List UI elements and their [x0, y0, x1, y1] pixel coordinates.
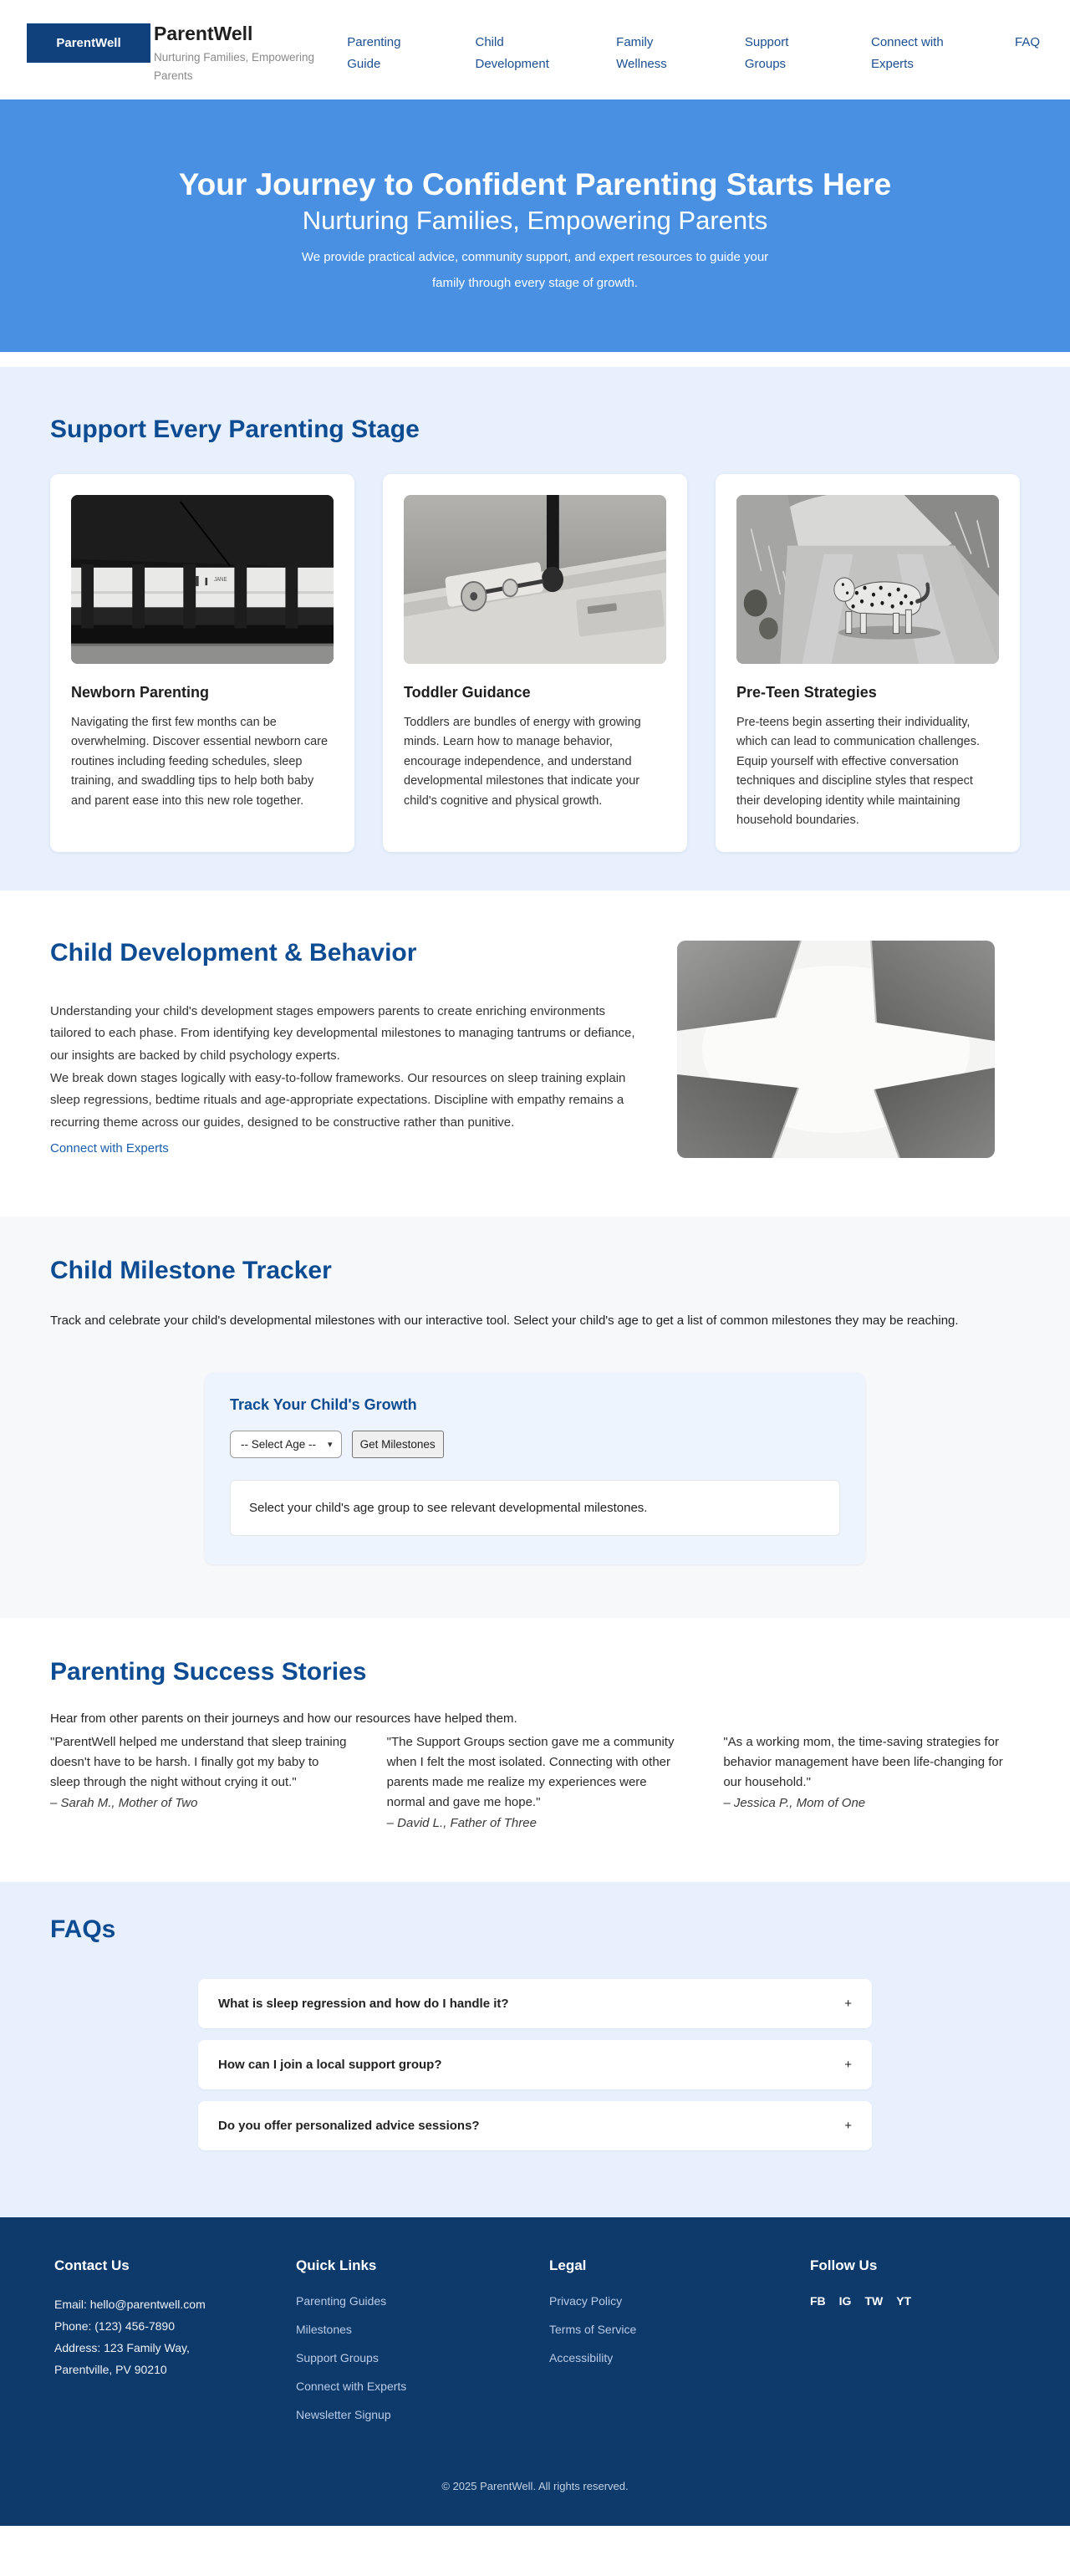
footer-quick-links [296, 2257, 549, 2436]
stories-intro: Hear from other parents on their journeys and how our resources have helped them. [50, 1711, 517, 1726]
footer [0, 2217, 1070, 2526]
stories-section [0, 1618, 1070, 1882]
stage-card-toddler [383, 474, 687, 852]
instagram-link[interactable]: IG [838, 2293, 852, 2308]
card-title: Pre-Teen Strategies [736, 683, 877, 701]
facebook-link[interactable]: FB [810, 2293, 826, 2308]
svg-text:JANE: JANE [213, 576, 227, 583]
footer-social-heading: Follow Us [810, 2257, 878, 2273]
footer-link-milestones[interactable]: Milestones [296, 2322, 352, 2336]
nav-link-support-groups[interactable]: Support Groups [744, 35, 789, 71]
development-section [0, 890, 1070, 1217]
testimonial-david [387, 1732, 684, 1830]
faqs-section [0, 1882, 1070, 2217]
contact-address: Address: 123 Family Way, Parentville, PV 90210 [54, 2340, 190, 2376]
footer-link-terms[interactable]: Terms of Service [549, 2322, 637, 2336]
youtube-link[interactable]: YT [896, 2293, 912, 2308]
brand-tagline: Nurturing Families, Empowering Parents [154, 51, 315, 82]
card-text: Navigating the first few months can be overwhelming. Discover essential newborn care routines including feeding schedules, sleep training, and swaddling tips to help both baby and parent ease into this new role together. [71, 715, 329, 808]
header [0, 0, 1070, 99]
faq-question: Do you offer personalized advice sessions? [218, 2118, 480, 2133]
plus-icon: + [844, 2118, 852, 2133]
footer-quick-heading: Quick Links [296, 2257, 377, 2273]
nav-link-faq[interactable]: FAQ [1014, 35, 1040, 49]
newborn-image [71, 495, 334, 664]
testimonial-quote: "As a working mom, the time-saving strategies for behavior management have been life-changing for our household." [723, 1734, 1003, 1789]
hero-subtitle: Nurturing Families, Empowering Parents [302, 206, 768, 236]
nav-link-parenting-guide[interactable]: Parenting Guide [347, 35, 401, 71]
twitter-link[interactable]: TW [864, 2293, 884, 2308]
milestones-section [0, 1217, 1070, 1618]
card-text: Toddlers are bundles of energy with growing minds. Learn how to manage behavior, encourage independence, and understand developmental milestones that indicate your child's cognitive and physical growth. [404, 715, 641, 808]
footer-contact [54, 2257, 296, 2436]
card-text: Pre-teens begin asserting their individuality, which can lead to communication challenges. Equip yourself with effective conversation techniques and discipline styles that respect their developing identity while maintaining household boundaries. [736, 715, 980, 828]
tracker-card [205, 1373, 865, 1564]
development-image [677, 941, 995, 1158]
nav-link-child-development[interactable]: Child Development [475, 35, 549, 71]
connect-experts-link[interactable]: Connect with Experts [50, 1140, 169, 1155]
footer-link-support-groups[interactable]: Support Groups [296, 2350, 379, 2364]
hero [0, 99, 1070, 351]
footer-legal [549, 2257, 810, 2436]
tracker-title: Track Your Child's Growth [230, 1395, 417, 1413]
footer-link-connect-experts[interactable]: Connect with Experts [296, 2379, 407, 2393]
plus-icon: + [844, 1996, 852, 2011]
brand-logo[interactable]: ParentWell [27, 23, 150, 63]
card-title: Toddler Guidance [404, 683, 531, 701]
testimonial-sarah [50, 1732, 347, 1830]
age-select[interactable] [230, 1431, 342, 1458]
footer-contact-heading: Contact Us [54, 2257, 130, 2273]
milestone-result-box: Select your child's age group to see relevant developmental milestones. [230, 1480, 840, 1536]
footer-link-accessibility[interactable]: Accessibility [549, 2350, 614, 2364]
development-paragraph-2: We break down stages logically with easy-to-follow frameworks. Our resources on sleep training explain sleep regressions, bedtime rituals and age-appropriate expectations. Discipline with empathy remains a recurring theme across our guides, designed to be constructive rather than punitive. [50, 1070, 626, 1130]
faq-item-advice-sessions[interactable] [198, 2101, 872, 2150]
faq-item-sleep-regression[interactable] [198, 1979, 872, 2028]
stages-section [0, 367, 1070, 890]
development-heading: Child Development & Behavior [50, 938, 417, 967]
footer-link-privacy[interactable]: Privacy Policy [549, 2293, 623, 2308]
brand-block [154, 23, 347, 84]
nav-link-connect-experts[interactable]: Connect with Experts [870, 35, 944, 71]
contact-phone: Phone: (123) 456-7890 [54, 2318, 175, 2333]
testimonial-quote: "ParentWell helped me understand that sleep training doesn't have to be harsh. I finally got my baby to sleep through the night without crying it out." [50, 1734, 347, 1789]
footer-link-parenting-guides[interactable]: Parenting Guides [296, 2293, 387, 2308]
preteen-image [736, 495, 999, 664]
stage-card-preteen [716, 474, 1020, 852]
development-paragraph-1: Understanding your child's development stages empowers parents to create enriching environments tailored to each phase. From identifying key developmental milestones to managing tantrums or defiance, our insights are backed by child psychology experts. [50, 1003, 635, 1064]
age-select-value: -- Select Age -- [241, 1437, 317, 1451]
plus-icon: + [844, 2057, 852, 2072]
testimonial-author: – Sarah M., Mother of Two [50, 1795, 198, 1810]
footer-social [810, 2257, 1016, 2436]
copyright: © 2025 ParentWell. All rights reserved. [441, 2479, 629, 2492]
chevron-down-icon: ▾ [328, 1439, 333, 1450]
footer-link-newsletter[interactable]: Newsletter Signup [296, 2407, 391, 2421]
get-milestones-button[interactable]: Get Milestones [352, 1431, 444, 1458]
toddler-image [404, 495, 666, 664]
card-title: Newborn Parenting [71, 683, 210, 701]
testimonial-author: – Jessica P., Mom of One [723, 1795, 866, 1810]
faq-item-support-group[interactable] [198, 2040, 872, 2089]
stories-heading: Parenting Success Stories [50, 1657, 367, 1686]
main-nav [347, 32, 1040, 74]
hero-description: We provide practical advice, community support, and expert resources to guide your family through every stage of growth. [301, 249, 769, 291]
faq-question: How can I join a local support group? [218, 2057, 442, 2072]
testimonial-jessica [723, 1732, 1020, 1830]
brand-title: ParentWell [154, 23, 253, 44]
nav-link-family-wellness[interactable]: Family Wellness [616, 35, 667, 71]
contact-email: Email: hello@parentwell.com [54, 2297, 206, 2311]
faqs-heading: FAQs [50, 1915, 116, 1943]
stage-card-newborn [50, 474, 354, 852]
testimonial-quote: "The Support Groups section gave me a community when I felt the most isolated. Connecting with other parents made me realize my experiences were normal and gave me hope." [386, 1734, 675, 1809]
testimonial-author: – David L., Father of Three [386, 1815, 537, 1830]
faq-question: What is sleep regression and how do I handle it? [218, 1996, 509, 2011]
hero-title: Your Journey to Confident Parenting Starts Here [178, 167, 892, 202]
footer-legal-heading: Legal [549, 2257, 587, 2273]
milestones-intro: Track and celebrate your child's developmental milestones with our interactive tool. Select your child's age to get a list of common milestones they may be reaching. [50, 1313, 959, 1328]
milestones-heading: Child Milestone Tracker [50, 1256, 332, 1284]
stages-heading: Support Every Parenting Stage [50, 415, 420, 443]
